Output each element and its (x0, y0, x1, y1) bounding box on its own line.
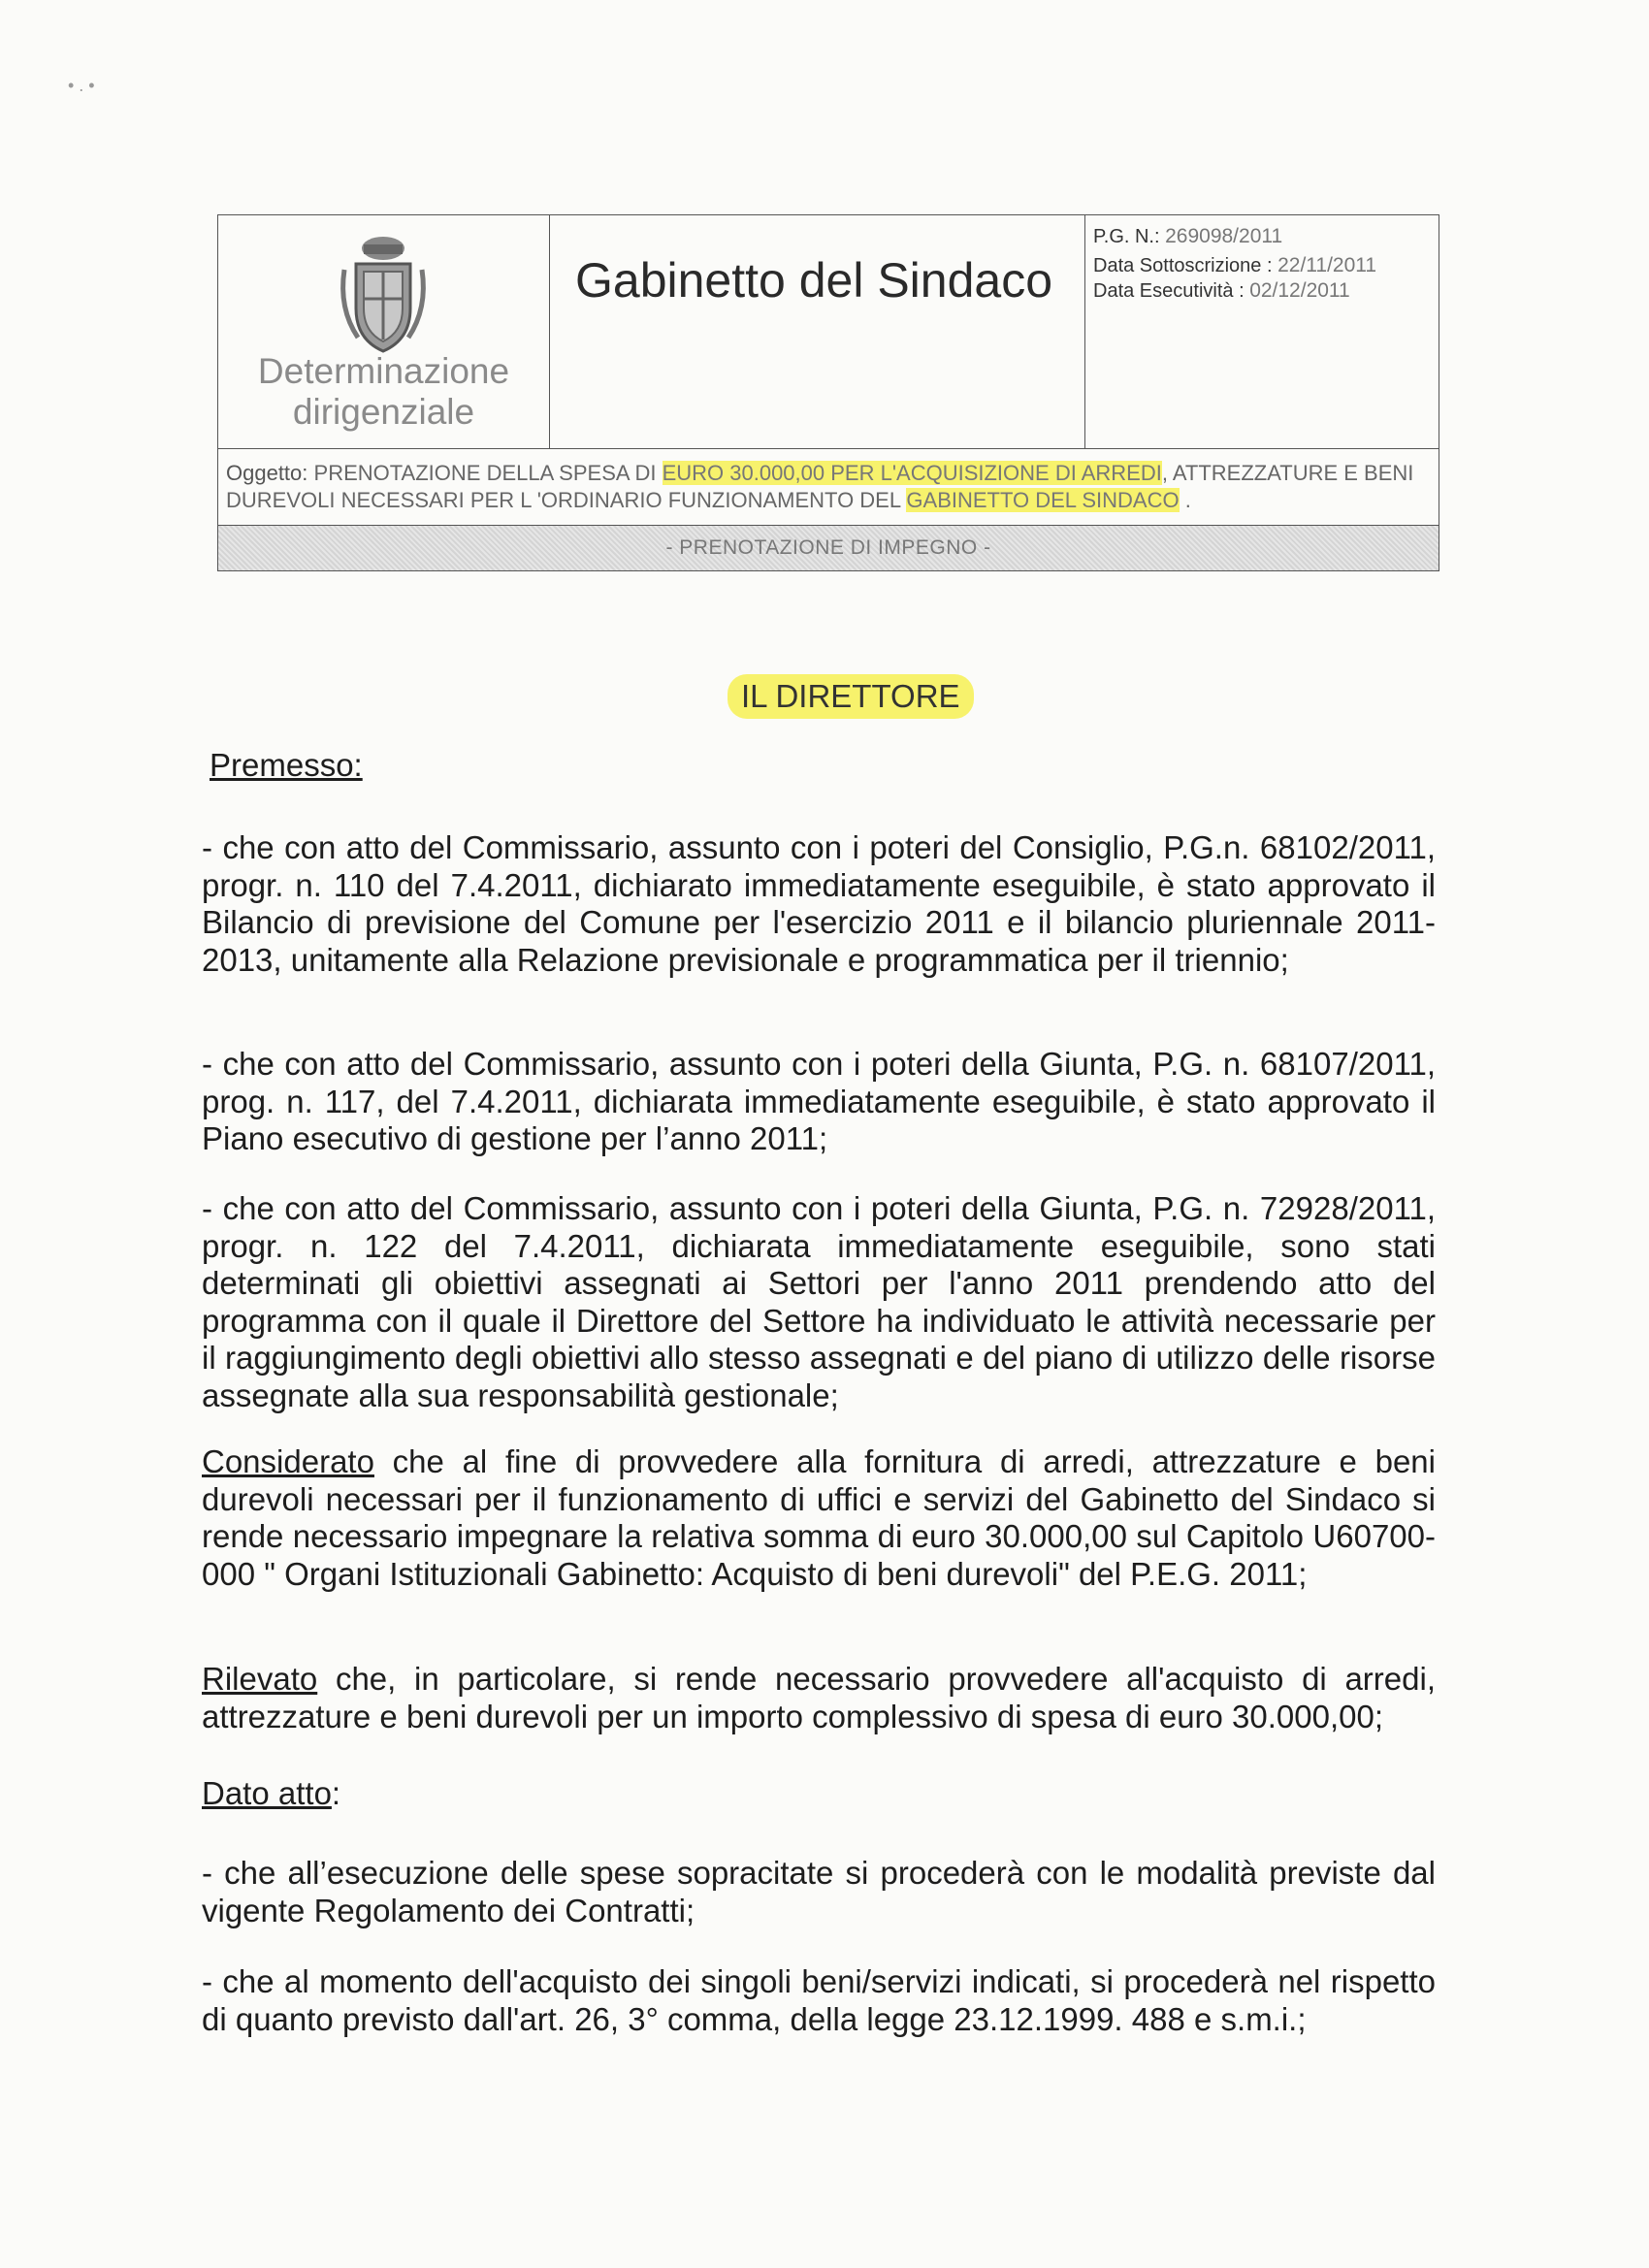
esecutivita-value: 02/12/2011 (1249, 279, 1350, 302)
subject-part3: , ATTREZZATURE E BENI DUREVOLI NECESSARI PER L 'ORDINARIO FUNZIONAMENTO DEL (226, 461, 1414, 512)
rilevato-paragraph (202, 1661, 1436, 1735)
premesso-label: Premesso: (210, 747, 363, 783)
premesso-paragraph-1: - che con atto del Commissario, assunto con i poteri del Consiglio, P.G.n. 68102/2011, progr. n. 110 del 7.4.2011, dichiarato immediatamente eseguibile, è stato approvato il Bilancio di previsione del Comune per l'esercizio 2011 e il bilancio pluriennale 2011-2013, unitamente alla Relazione previsionale e programmatica per il triennio; (202, 829, 1436, 978)
dato-atto-paragraph-2: - che al momento dell'acquisto dei singoli beni/servizi indicati, si procederà nel rispetto di quanto previsto dall'art. 26, 3° comma, della legge 23.12.1999. 488 e s.m.i.; (202, 1963, 1436, 2037)
esecutivita-label: Data Esecutività : (1093, 280, 1245, 302)
subject-part1: PRENOTAZIONE DELLA SPESA DI (313, 461, 657, 485)
pg-value: 269098/2011 (1165, 225, 1283, 247)
office-title: Gabinetto del Sindaco (575, 253, 1053, 308)
sottoscrizione-value: 22/11/2011 (1277, 254, 1377, 276)
premesso-paragraph-2: - che con atto del Commissario, assunto con i poteri della Giunta, P.G. n. 68107/2011, prog. n. 117, del 7.4.2011, dichiarata immediatamente eseguibile, è stato approvato il Piano esecutivo di gestione per l’anno 2011; (202, 1046, 1436, 1156)
sottoscrizione-label: Data Sottoscrizione : (1093, 255, 1273, 276)
dato-atto-label: Dato atto (202, 1775, 332, 1811)
document-type (218, 351, 549, 433)
subject-highlight-amount: EURO 30.000,00 PER L'ACQUISIZIONE DI ARREDI (662, 461, 1162, 485)
pg-number (1093, 225, 1282, 248)
rilevato-label: Rilevato (202, 1661, 318, 1697)
subject-row (218, 448, 1439, 526)
considerato-paragraph (202, 1443, 1436, 1593)
dato-atto-colon: : (331, 1775, 341, 1811)
pg-label: P.G. N.: (1093, 226, 1160, 247)
section-heading: IL DIRETTORE (728, 674, 974, 719)
header-box (217, 214, 1439, 571)
considerato-label: Considerato (202, 1443, 374, 1479)
subject-highlight-office: GABINETTO DEL SINDACO (906, 488, 1180, 512)
rilevato-text: che, in particolare, si rende necessario provvedere all'acquisto di arredi, attrezzature e beni durevoli per un importo complessivo di spesa di euro 30.000,00; (202, 1661, 1436, 1734)
considerato-text: che al fine di provvedere alla fornitura di arredi, attrezzature e beni durevoli necessari per il funzionamento di uffici e servizi del Gabinetto del Sindaco si rende necessario impegnare la relativa somma di euro 30.000,00 sul Capitolo U60700-000 " Organi Istituzionali Gabinetto: Acquisto di beni durevoli" del P.E.G. 2011; (202, 1443, 1436, 1592)
scan-mark: • . • (68, 76, 95, 95)
meta-cell (1085, 215, 1439, 448)
esecutivita-date (1093, 279, 1350, 303)
subject-part5: . (1184, 488, 1191, 512)
header-top-row (218, 215, 1439, 449)
subject-label: Oggetto: (226, 461, 308, 485)
office-cell (550, 215, 1085, 448)
dato-atto-heading (202, 1775, 1436, 1813)
dato-atto-paragraph-1: - che all’esecuzione delle spese sopracitate si procederà con le modalità previste dal vigente Regolamento dei Contratti; (202, 1855, 1436, 1928)
impegno-band: - PRENOTAZIONE DI IMPEGNO - (218, 526, 1439, 570)
document-type-line2: dirigenziale (292, 392, 475, 432)
municipal-crest-icon (335, 231, 432, 357)
logo-cell (218, 215, 550, 448)
premesso-paragraph-3: - che con atto del Commissario, assunto con i poteri della Giunta, P.G. n. 72928/2011, progr. n. 122 del 7.4.2011, dichiarata immediatamente eseguibile, sono stati determinati gli obiettivi assegnati ai Settori per l'anno 2011 prendendo atto del programma con il quale il Direttore del Settore ha individuato le attività necessarie per il raggiungimento degli obiettivi allo stesso assegnati e del piano di utilizzo delle risorse assegnate alla sua responsabilità gestionale; (202, 1190, 1436, 1413)
sottoscrizione-date (1093, 254, 1376, 277)
document-type-line1: Determinazione (257, 351, 510, 391)
